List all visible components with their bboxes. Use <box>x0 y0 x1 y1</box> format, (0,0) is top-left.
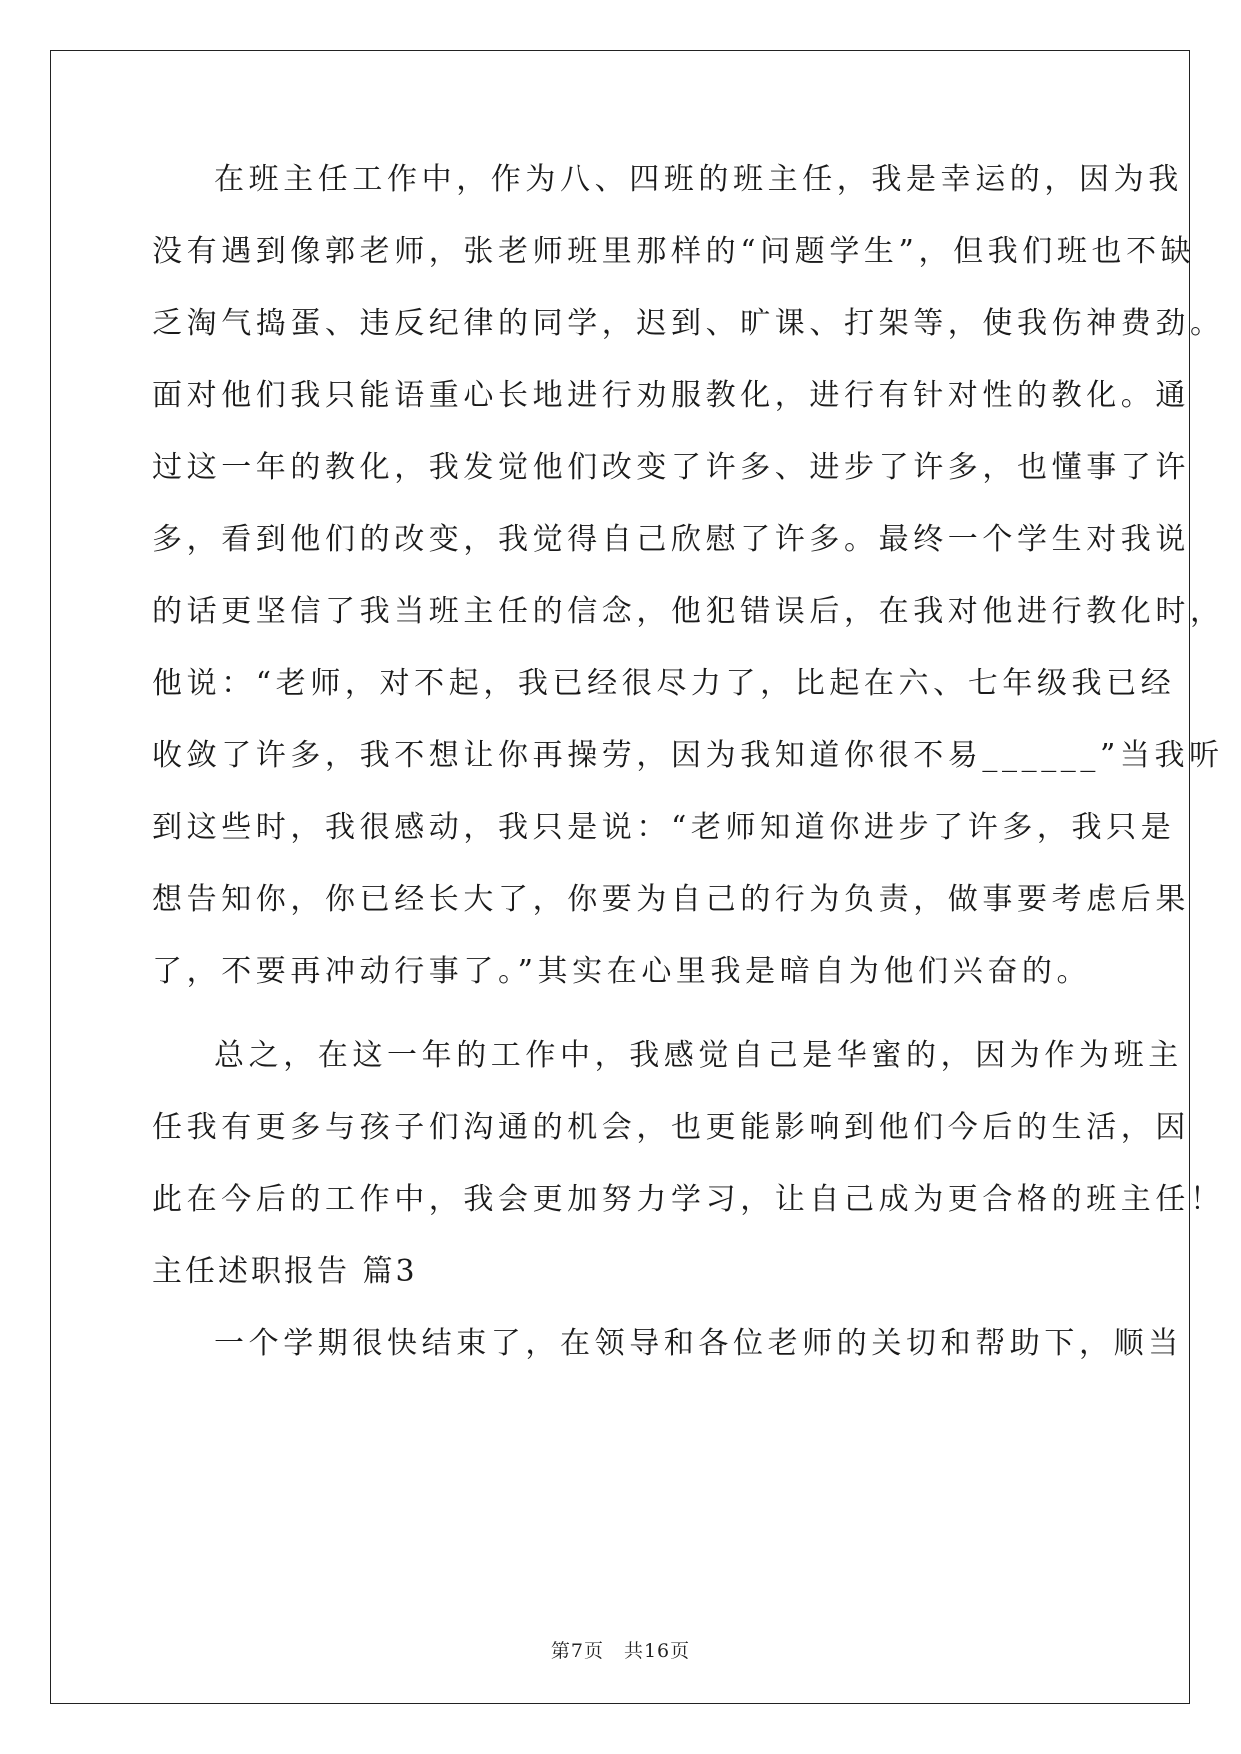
text-line: 没有遇到像郭老师，张老师班里那样的“问题学生”，但我们班也不缺 <box>152 234 1196 269</box>
text-line: 多，看到他们的改变，我觉得自己欣慰了许多。最终一个学生对我说 <box>152 522 1190 557</box>
text-line: 总之，在这一年的工作中，我感觉自己是华蜜的，因为作为班主 <box>214 1038 1183 1073</box>
page-number: 第7页 共16页 <box>550 1640 691 1662</box>
text-line: 任我有更多与孩子们沟通的机会，也更能影响到他们今后的生活，因 <box>152 1110 1190 1145</box>
section-heading: 主任述职报告 篇3 <box>152 1254 418 1289</box>
text-line: 在班主任工作中，作为八、四班的班主任，我是幸运的，因为我 <box>214 162 1183 197</box>
text-line: 他说：“老师，对不起，我已经很尽力了，比起在六、七年级我已经 <box>152 666 1176 701</box>
page-border <box>50 50 1190 1704</box>
text-line: 一个学期很快结束了，在领导和各位老师的关切和帮助下，顺当 <box>214 1326 1183 1361</box>
text-line: 收敛了许多，我不想让你再操劳，因为我知道你很不易______”当我听 <box>152 738 1224 773</box>
text-line: 乏淘气捣蛋、违反纪律的同学，迟到、旷课、打架等，使我伤神费劲。 <box>152 306 1225 341</box>
text-line: 想告知你，你已经长大了，你要为自己的行为负责，做事要考虑后果 <box>152 882 1190 917</box>
text-line: 此在今后的工作中，我会更加努力学习，让自己成为更合格的班主任！ <box>152 1182 1225 1217</box>
text-line: 过这一年的教化，我发觉他们改变了许多、进步了许多，也懂事了许 <box>152 450 1190 485</box>
text-line: 到这些时，我很感动，我只是说：“老师知道你进步了许多，我只是 <box>152 810 1176 845</box>
text-line: 面对他们我只能语重心长地进行劝服教化，进行有针对性的教化。通 <box>152 378 1190 413</box>
text-line: 了，不要再冲动行事了。”其实在心里我是暗自为他们兴奋的。 <box>152 954 1092 989</box>
text-line: 的话更坚信了我当班主任的信念，他犯错误后，在我对他进行教化时， <box>152 594 1225 629</box>
